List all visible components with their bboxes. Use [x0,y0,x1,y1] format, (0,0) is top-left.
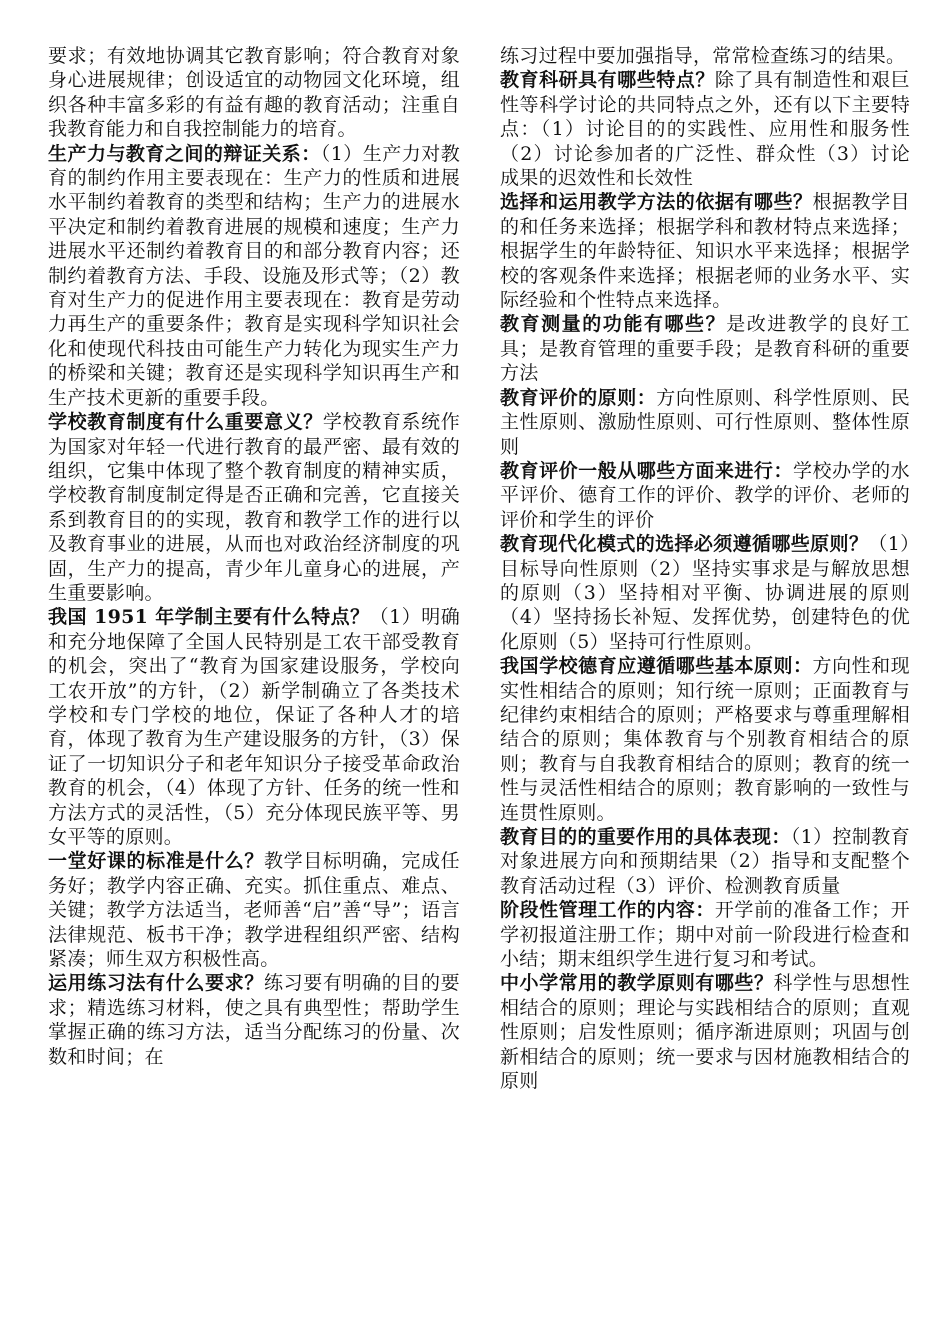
question-heading: 一堂好课的标准是什么？ [48,850,264,873]
answer-text: （1）控制教育对象进展方向和预期结果（2）指导和支配整个教育活动过程（3）评价、检测教育质量 [500,826,910,897]
answer-text: 学校教育系统作为国家对年轻一代进行教育的最严密、最有效的组织，它集中体现了整个教育制度的精神实质，学校教育制度制定得是否正确和完善，它直接关系到教育目的的实现，教育和教学工作的进行以及教育事业的进展，从而也对政治经济制度的巩固，生产力的提高，青少年儿童身心的进展，产生重要影响。 [48,411,460,604]
answer-text: 教学目标明确，完成任务好；教学内容正确、充实。抓住重点、难点、关键；教学方法适当，老师善“启”善“导”；语言法律规范、板书干净；教学进程组织严密、结构紧凑；师生双方积极性高。 [48,850,460,971]
answer-text: 练习过程中要加强指导，常常检查练习的结果。 [500,45,906,67]
answer-text: 科学性与思想性相结合的原则；理论与实践相结合的原则；直观性原则；启发性原则；循序渐进原则；巩固与创新相结合的原则；统一要求与因材施教相结合的原则 [500,972,910,1093]
question-heading: 教育评价的原则： [500,386,657,409]
paragraph [500,312,910,385]
paragraph [500,459,910,532]
question-heading: 教育评价一般从哪些方面来进行： [500,459,794,482]
paragraph [500,971,910,1093]
question-heading: 学校教育制度有什么重要意义？ [48,411,323,434]
question-heading: 我国 1951 年学制主要有什么特点？ [48,606,370,629]
paragraph [500,44,910,68]
answer-text: （1）目标导向性原则（2）坚持实事求是与解放思想的原则（3）坚持相对平衡、协调进展的原则（4）坚持扬长补短、发挥优势，创建特色的优化原则（5）坚持可行性原则。 [500,533,910,653]
question-heading: 教育现代化模式的选择必须遵循哪些原则？ [500,533,869,556]
paragraph [500,825,910,898]
right-column [500,44,910,1304]
left-column [48,44,460,1304]
question-heading: 生产力与教育之间的辩证关系： [48,142,321,165]
question-heading: 教育科研具有哪些特点？ [500,69,715,92]
paragraph [500,386,910,459]
question-heading: 教育目的的重要作用的具体表现： [500,826,791,848]
paragraph [48,410,460,605]
paragraph [500,532,910,654]
paragraph [500,898,910,971]
answer-text: 方向性和现实性相结合的原则；知行统一原则；正面教育与纪律约束相结合的原则；严格要求与尊重理解相结合的原则；集体教育与个别教育相结合的原则；教育与自我教育相结合的原则；教育的统一性与灵活性相结合的原则；教育影响的一致性与连贯性原则。 [500,655,910,824]
question-heading: 阶段性管理工作的内容： [500,899,715,922]
answer-text: 学校办学的水平评价、德育工作的评价、教学的评价、老师的评价和学生的评价 [500,459,910,531]
answer-text: （1）明确和充分地保障了全国人民特别是工农干部受教育的机会，突出了“教育为国家建设服务，学校向工农开放”的方针，（2）新学制确立了各类技术学校和专门学校的地位，保证了各种人才的培育，体现了教育为生产建设服务的方针，（3）保证了一切知识分子和老年知识分子接受革命政治教育的机会，（4）体现了方针、任务的统一性和方法方式的灵活性，（5）充分体现民族平等、男女平等的原则。 [48,606,460,848]
paragraph [500,190,910,312]
answer-text: 是改进教学的良好工具；是教育管理的重要手段；是教育科研的重要方法 [500,313,910,385]
answer-text: 方向性原则、科学性原则、民主性原则、激励性原则、可行性原则、整体性原则 [500,386,910,458]
question-heading: 运用练习法有什么要求？ [48,972,264,995]
answer-text: 除了具有制造性和艰巨性等科学讨论的共同特点之外，还有以下主要特点：（1）讨论目的的实践性、应用性和服务性（2）讨论参加者的广泛性、群众性（3）讨论成果的迟效性和长效性 [500,69,910,190]
paragraph [48,849,460,971]
answer-text: 根据教学目的和任务来选择；根据学科和教材特点来选择；根据学生的年龄特征、知识水平来选择；根据学校的客观条件来选择；根据老师的业务水平、实际经验和个性特点来选择。 [500,191,910,312]
paragraph [48,971,460,1069]
answer-text: 开学前的准备工作；开学初报道注册工作；期中对前一阶段进行检查和小结；期末组织学生进行复习和考试。 [500,899,910,971]
document-page [48,44,910,1304]
paragraph [48,605,460,849]
question-heading: 选择和运用教学方法的依据有哪些？ [500,191,813,214]
answer-text: 要求；有效地协调其它教育影响；符合教育对象身心进展规律；创设适宜的动物园文化环境，组织各种丰富多彩的有益有趣的教育活动；注重自我教育能力和自我控制能力的培育。 [48,45,460,141]
question-heading: 我国学校德育应遵循哪些基本原则： [500,655,813,678]
paragraph [500,654,910,825]
paragraph [48,142,460,410]
paragraph [500,68,910,190]
paragraph [48,44,460,142]
answer-text: （1）生产力对教育的制约作用主要表现在：生产力的性质和进展水平制约着教育的类型和结构；生产力的进展水平决定和制约着教育进展的规模和速度；生产力进展水平还制约着教育目的和部分教育内容；还制约着教育方法、手段、设施及形式等；（2）教育对生产力的促进作用主要表现在：教育是劳动力再生产的重要条件；教育是实现科学知识社会化和使现代科技由可能生产力转化为现实生产力的桥梁和关键；教育还是实现科学知识再生产和生产技术更新的重要手段。 [48,142,460,409]
answer-text: 练习要有明确的目的要求；精选练习材料，使之具有典型性；帮助学生掌握正确的练习方法，适当分配练习的份量、次数和时间；在 [48,972,460,1068]
question-heading: 中小学常用的教学原则有哪些？ [500,972,774,995]
question-heading: 教育测量的功能有哪些？ [500,313,727,336]
